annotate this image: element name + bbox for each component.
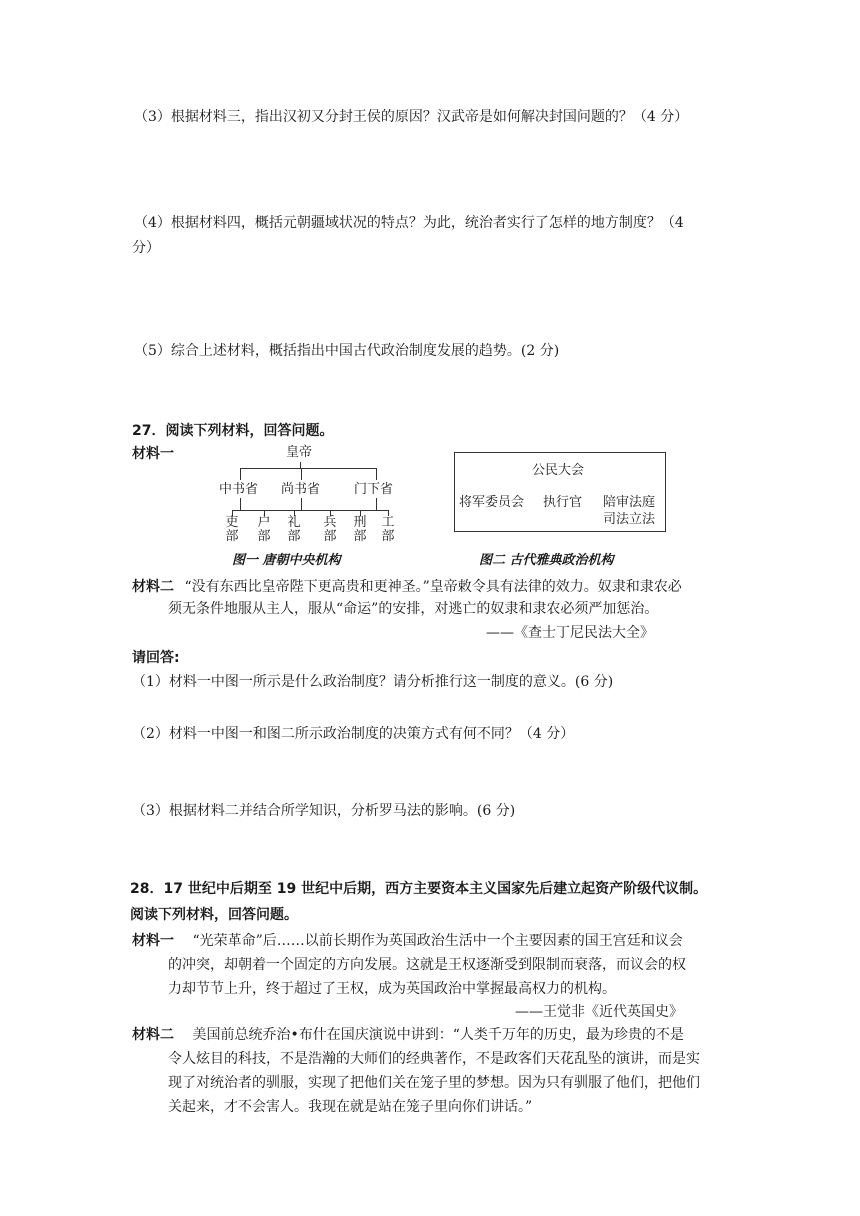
q28-material2-line2: 令人炫目的科技，不是浩瀚的大师们的经典著作，不是政客们天花乱坠的演讲，而是实: [168, 1051, 700, 1067]
ministry-justice: 刑 部: [353, 515, 367, 544]
ministry-war: 兵 部: [323, 515, 337, 544]
ministry-works: 工 部: [381, 515, 395, 544]
q26-sub4-line1: （4）根据材料四，概括元朝疆域状况的特点？为此，统治者实行了怎样的地方制度？（4: [134, 215, 684, 231]
q28-title-line1: 28．17 世纪中后期至 19 世纪中后期，西方主要资本主义国家先后建立起资产阶级代议制。: [130, 881, 708, 897]
zhongshu-node: 中书省: [219, 482, 259, 497]
q27-sub2: （2）材料一中图一和图二所示政治制度的决策方式有何不同？（4 分）: [132, 726, 575, 742]
ministry-personnel: 吏 部: [225, 515, 239, 544]
menxia-node: 门下省: [354, 482, 394, 497]
q28-material2-text1: 美国前总统乔治•布什在国庆演说中讲到：“人类千万年的历史，最为珍贵的不是: [192, 1027, 684, 1043]
q28-material2-line1: [132, 1025, 684, 1045]
q27-material2-text1: “没有东西比皇帝陛下更高贵和更神圣。”皇帝敕令具有法律的效力。奴隶和隶农必: [184, 579, 682, 595]
q27-sub3: （3）根据材料二并结合所学知识，分析罗马法的影响。(6 分): [132, 803, 516, 819]
figure2-caption: 图二 古代雅典政治机构: [479, 553, 614, 568]
q28-material2-label: 材料二: [132, 1027, 174, 1043]
q28-material1-line2: 的冲突，却朝着一个固定的方向发展。这就是王权逐渐受到限制而衰落，而议会的权: [168, 957, 686, 973]
q27-material1-label: 材料一: [132, 446, 174, 462]
citizens-assembly: 公民大会: [532, 463, 585, 478]
shangshu-node: 尚书省: [281, 482, 321, 497]
q27-material2-source: ——《查士丁尼民法大全》: [486, 625, 654, 641]
q28-material1-label: 材料一: [132, 933, 174, 949]
q27-material2-label: 材料二: [132, 579, 174, 595]
generals-council: 将军委员会: [459, 495, 525, 510]
ministry-rites: 礼 部: [287, 515, 301, 544]
ministry-revenue: 户 部: [257, 515, 271, 544]
q27-sub1: （1）材料一中图一所示是什么政治制度？请分析推行这一制度的意义。(6 分): [132, 674, 614, 690]
q28-title-line2: 阅读下列材料，回答问题。: [130, 907, 298, 923]
q26-sub3: （3）根据材料三，指出汉初又分封王侯的原因？汉武帝是如何解决封国问题的？（4 分）: [134, 109, 689, 125]
q26-sub5: （5）综合上述材料，概括指出中国古代政治制度发展的趋势。(2 分): [134, 343, 560, 359]
q28-material1-line3: 力却节节上升，终于超过了王权，成为英国政治中掌握最高权力的机构。: [168, 981, 616, 997]
q26-sub4-line2: 分）: [132, 240, 160, 256]
q28-material1-source: ——王觉非《近代英国史》: [515, 1004, 683, 1020]
q28-material2-line3: 现了对统治者的驯服，实现了把他们关在笼子里的梦想。因为只有驯服了他们，把他们: [168, 1075, 700, 1091]
q28-material1-line1: [132, 931, 683, 951]
figure1-caption: 图一 唐朝中央机构: [232, 553, 341, 568]
q27-material2-line1: [132, 577, 682, 597]
emperor-node: 皇帝: [286, 445, 313, 460]
jury-court: 陪审法庭: [603, 495, 656, 510]
judicial-legislative: 司法立法: [603, 512, 656, 527]
executive-officials: 执行官: [543, 495, 583, 510]
q27-title: 27．阅读下列材料，回答问题。: [132, 423, 334, 439]
q27-answer-prompt: 请回答:: [132, 650, 180, 666]
q28-material1-text1: “光荣革命”后……以前长期作为英国政治生活中一个主要因素的国王宫廷和议会: [192, 933, 683, 949]
q27-material2-line2: 须无条件地服从主人，服从“命运”的安排，对逃亡的奴隶和隶农必须严加惩治。: [168, 601, 659, 617]
q28-material2-line4: 关起来，才不会害人。我现在就是站在笼子里向你们讲话。”: [168, 1099, 533, 1115]
